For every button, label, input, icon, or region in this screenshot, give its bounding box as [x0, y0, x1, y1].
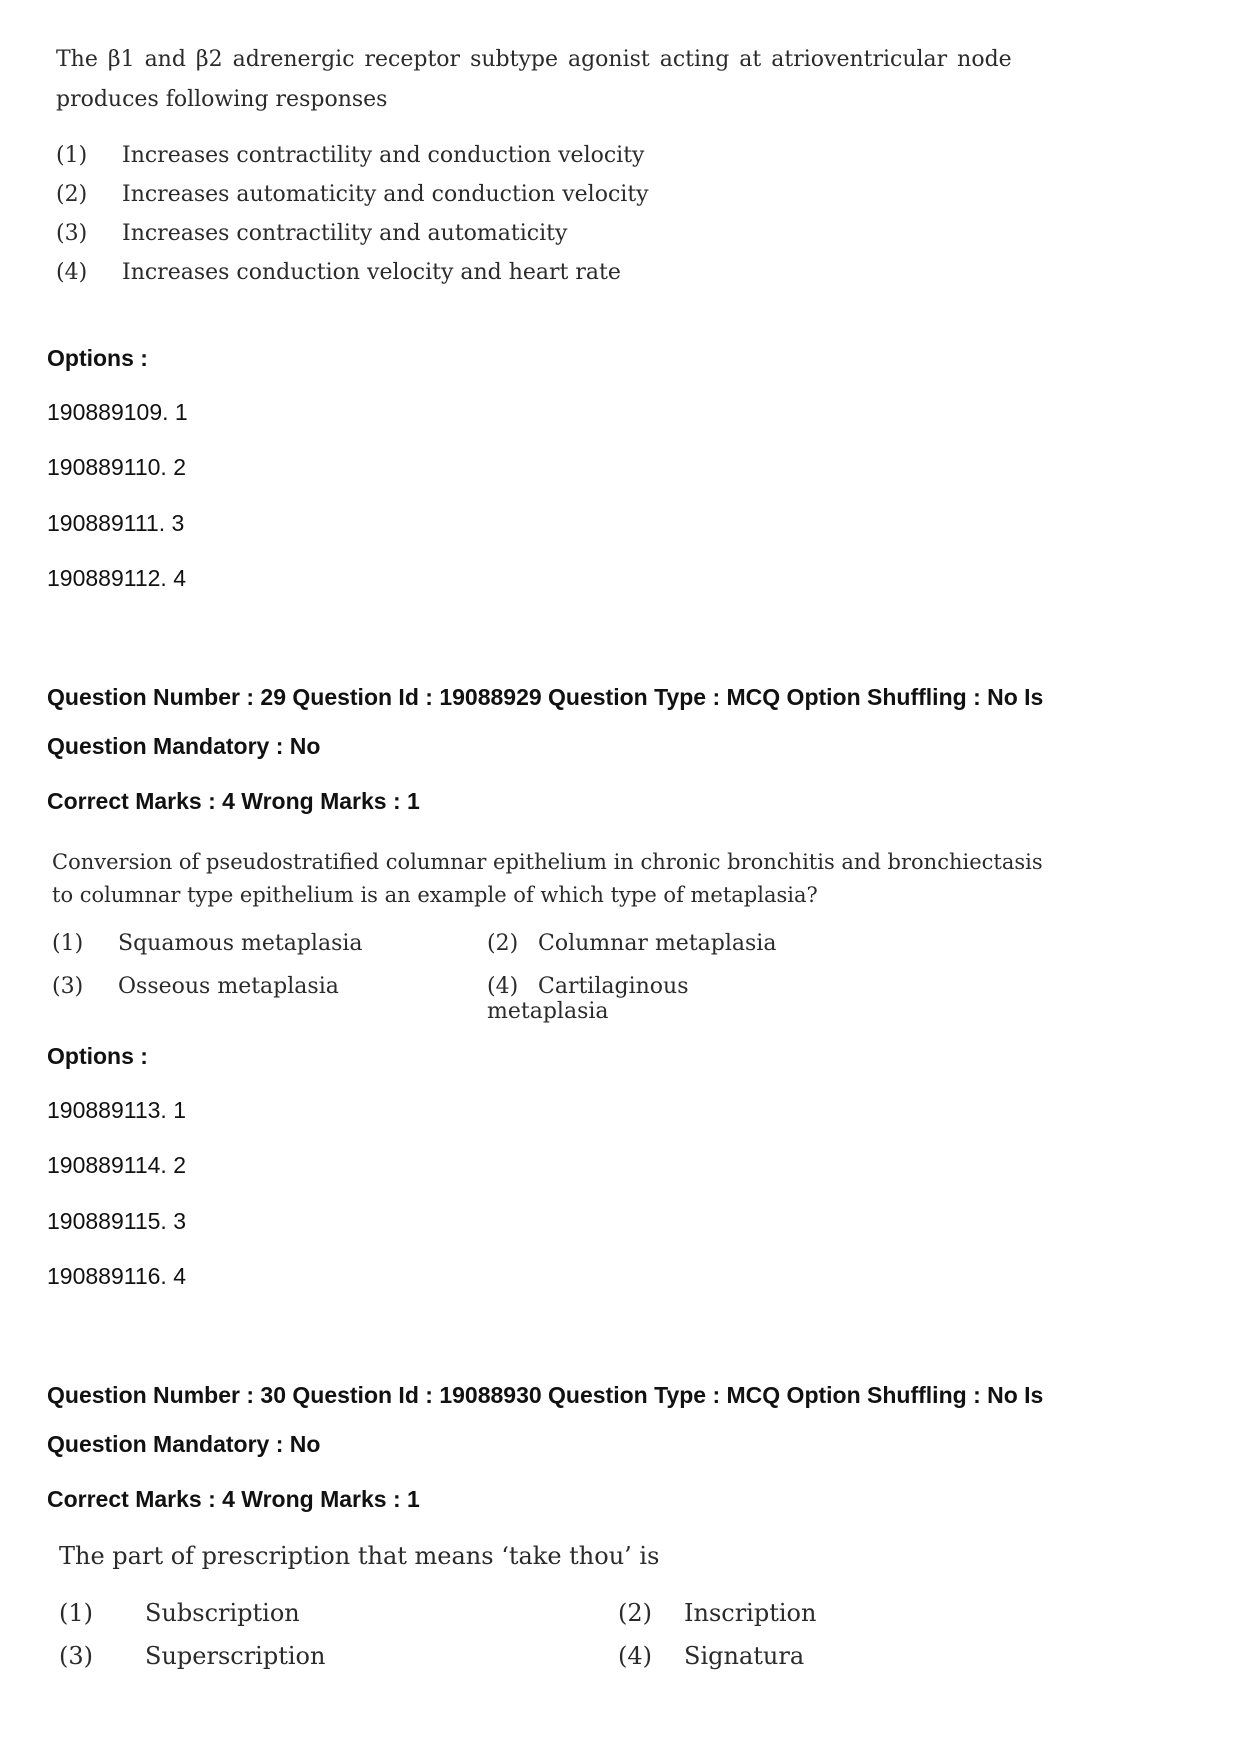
options-label: Options :: [47, 1043, 148, 1069]
choice-row: [56, 175, 649, 214]
question-29-header-mandatory: Question Mandatory : No: [47, 733, 321, 759]
choice-item: [618, 1599, 816, 1627]
choice-text: Inscription: [684, 1599, 817, 1627]
choice-text: Signatura: [684, 1642, 805, 1670]
option-item: 190889110. 2: [47, 454, 186, 480]
question-29-marks: Correct Marks : 4 Wrong Marks : 1: [47, 788, 420, 814]
choice-number: (3): [56, 221, 88, 246]
choice-item: [52, 974, 339, 999]
question-29-choices: [52, 931, 812, 1024]
choice-number: (2): [618, 1599, 652, 1627]
question-28-stem: [56, 40, 1012, 120]
choice-number: (1): [52, 931, 84, 956]
option-item: 190889112. 4: [47, 565, 186, 591]
options-label: Options :: [47, 345, 148, 371]
question-29-header: Question Number : 29 Question Id : 19088929 Question Type : MCQ Option Shuffling : No Is: [47, 684, 1044, 710]
option-item: 190889111. 3: [47, 510, 185, 536]
choice-row: [56, 214, 649, 253]
option-item: 190889114. 2: [47, 1152, 186, 1178]
choice-text: Squamous metaplasia: [118, 931, 363, 956]
choice-text: Subscription: [145, 1599, 300, 1627]
choice-text: Superscription: [145, 1642, 326, 1670]
choice-text: Increases conduction velocity and heart rate: [122, 260, 621, 285]
choice-item: [59, 1642, 325, 1670]
question-30-header-mandatory: Question Mandatory : No: [47, 1431, 321, 1457]
question-28-choices: [56, 136, 649, 292]
choice-item: [618, 1642, 804, 1670]
question-30-marks: Correct Marks : 4 Wrong Marks : 1: [47, 1486, 420, 1512]
choice-text: Increases contractility and automaticity: [122, 221, 568, 246]
choice-number: (3): [59, 1642, 93, 1670]
choice-text: Increases contractility and conduction velocity: [122, 143, 645, 168]
question-30-choices: [59, 1599, 859, 1679]
choice-item: [487, 931, 776, 956]
choice-text: Increases automaticity and conduction velocity: [122, 182, 649, 207]
choice-number: (4): [618, 1642, 652, 1670]
choice-text: Osseous metaplasia: [118, 974, 339, 999]
choice-number: (1): [59, 1599, 93, 1627]
question-stem-line: produces following responses: [56, 87, 388, 112]
question-stem-line: Conversion of pseudostratified columnar epithelium in chronic bronchitis and bronchiectasis: [52, 850, 1043, 874]
choice-text: Cartilaginous metaplasia: [487, 974, 689, 1024]
question-stem-line: to columnar type epithelium is an example of which type of metaplasia?: [52, 883, 818, 907]
choice-item: [59, 1599, 300, 1627]
choice-item: [487, 974, 812, 1024]
choice-number: (3): [52, 974, 84, 999]
choice-number: (4): [56, 260, 88, 285]
choice-number: (1): [56, 143, 88, 168]
choice-number: (2): [487, 931, 519, 956]
choice-text: Columnar metaplasia: [538, 931, 777, 956]
choice-item: [52, 931, 363, 956]
option-item: 190889109. 1: [47, 399, 188, 425]
option-item: 190889115. 3: [47, 1208, 186, 1234]
question-30-stem: The part of prescription that means ‘take thou’ is: [59, 1542, 660, 1570]
option-item: 190889113. 1: [47, 1097, 186, 1123]
question-29-stem: [52, 846, 1043, 912]
choice-row: [56, 253, 649, 292]
question-30-header: Question Number : 30 Question Id : 19088930 Question Type : MCQ Option Shuffling : No Is: [47, 1382, 1044, 1408]
question-stem-line: The β1 and β2 adrenergic receptor subtype agonist acting at atrioventricular node: [56, 47, 1012, 72]
choice-number: (2): [56, 182, 88, 207]
choice-row: [56, 136, 649, 175]
option-item: 190889116. 4: [47, 1263, 186, 1289]
choice-number: (4): [487, 974, 519, 999]
